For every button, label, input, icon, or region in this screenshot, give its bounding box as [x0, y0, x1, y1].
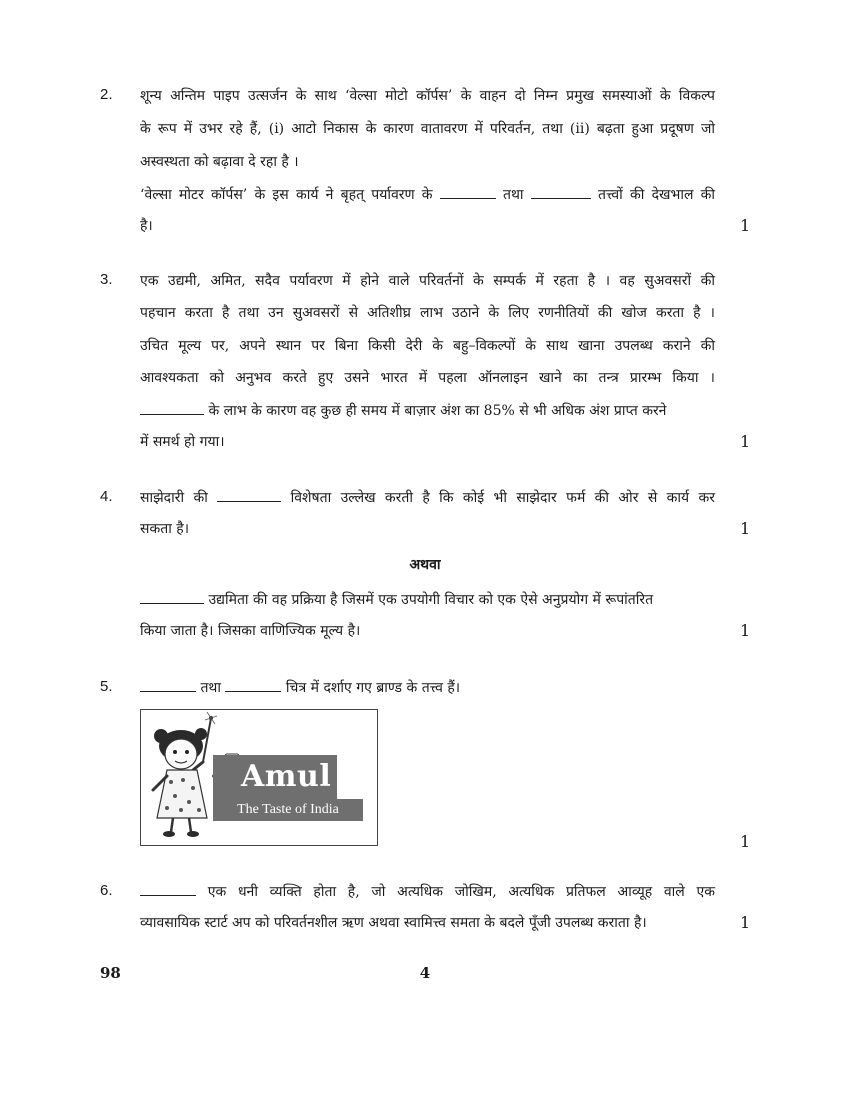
- amul-tagline: The Taste of India: [213, 799, 363, 821]
- fill-blank: [140, 591, 204, 604]
- fill-blank: [440, 186, 496, 199]
- question-text-line: अस्वस्थता को बढ़ावा दे रहा है ।: [140, 154, 299, 170]
- page-number: 4: [419, 964, 431, 982]
- question-text-line: है।: [140, 218, 153, 234]
- question-text-line: [140, 882, 715, 902]
- marks: 1: [740, 216, 751, 235]
- question-text-line: किया जाता है। जिसका वाणिज्यिक मूल्य है।: [140, 623, 361, 639]
- marks: 1: [740, 432, 751, 451]
- question-text-line: व्यावसायिक स्टार्ट अप को परिवर्तनशील ऋण अथवा स्वामित्त्व समता के बदले पूँजी उपलब्ध कराता है।: [140, 915, 647, 931]
- text-segment: साझेदारी की: [140, 490, 208, 506]
- marks: 1: [740, 832, 751, 851]
- text-segment: तथा: [503, 187, 524, 203]
- text-segment: एक धनी व्यक्ति होता है, जो अत्यधिक जोखिम, अत्यधिक प्रतिफल आव्यूह वाले एक: [207, 884, 716, 900]
- question-text-line: आवश्यकता को अनुभव करते हुए उसने भारत में पहला ऑनलाइन खाने का तन्त्र प्रारम्भ किया ।: [140, 370, 715, 386]
- amul-wordmark: Amul: [241, 759, 332, 794]
- question-number: 5.: [100, 678, 113, 695]
- brand-logo-image: [140, 709, 378, 846]
- paper-code: 98: [100, 964, 121, 982]
- question-number: 2.: [100, 86, 113, 103]
- question-number: 4.: [100, 488, 113, 505]
- marks: 1: [740, 519, 751, 538]
- fill-blank: [217, 489, 281, 502]
- text-segment: चित्र में दर्शाए गए ब्राण्ड के तत्त्व हैं।: [285, 680, 461, 696]
- fill-blank: [140, 883, 196, 896]
- text-segment: उद्यमिता की वह प्रक्रिया है जिसमें एक उपयोगी विचार को एक ऐसे अनुप्रयोग में रूपांतरित: [208, 592, 654, 608]
- question-text-line: [140, 678, 715, 698]
- marks: 1: [740, 913, 751, 932]
- question-text-line: में समर्थ हो गया।: [140, 434, 225, 450]
- question-text-line: के रूप में उभर रहे हैं, (i) आटो निकास के कारण वातावरण में परिवर्तन, तथा (ii) बढ़ता हुआ प्रदूषण जो: [140, 121, 715, 137]
- question-text-line: उचित मूल्य पर, अपने स्थान पर बिना किसी देरी के बहु–विकल्पों के साथ खाना उपलब्ध कराने की: [140, 338, 715, 354]
- text-segment: के लाभ के कारण वह कुछ ही समय में बाज़ार अंश का 85% से भी अधिक अंश प्राप्त करने: [208, 403, 667, 419]
- fill-blank: [531, 186, 591, 199]
- text-segment: तथा: [200, 680, 222, 696]
- question-number: 6.: [100, 882, 113, 899]
- text-segment: विशेषता उल्लेख करती है कि कोई भी साझेदार फर्म की ओर से कार्य कर: [290, 490, 716, 506]
- fill-blank: [140, 679, 196, 692]
- question-text-line: सकता है।: [140, 521, 190, 537]
- question-text-line: [140, 401, 715, 421]
- question-text-line: [140, 590, 715, 610]
- question-text-line: [140, 185, 715, 205]
- marks: 1: [740, 621, 751, 640]
- text-segment: ‘वेल्सा मोटर कॉर्पस’ के इस कार्य ने बृहत् पर्यावरण के: [140, 187, 433, 203]
- question-number: 3.: [100, 271, 113, 288]
- text-segment: तत्त्वों की देखभाल की: [598, 187, 716, 203]
- fill-blank: [225, 679, 281, 692]
- question-text-line: एक उद्यमी, अमित, सदैव पर्यावरण में होने वाले परिवर्तनों के सम्पर्क में रहता है । वह सुअवसरों की: [140, 273, 715, 289]
- fill-blank: [140, 402, 204, 415]
- question-text-line: पहचान करता है तथा उन सुअवसरों से अतिशीघ्र लाभ उठाने के लिए रणनीतियों की खोज करता है ।: [140, 305, 715, 321]
- question-text-line: [140, 488, 715, 508]
- or-label: अथवा: [409, 557, 441, 573]
- question-text-line: शून्य अन्तिम पाइप उत्सर्जन के साथ ‘वेल्सा मोटो कॉर्पस’ के वाहन दो निम्न प्रमुख समस्याओं के विकल्प: [140, 88, 715, 104]
